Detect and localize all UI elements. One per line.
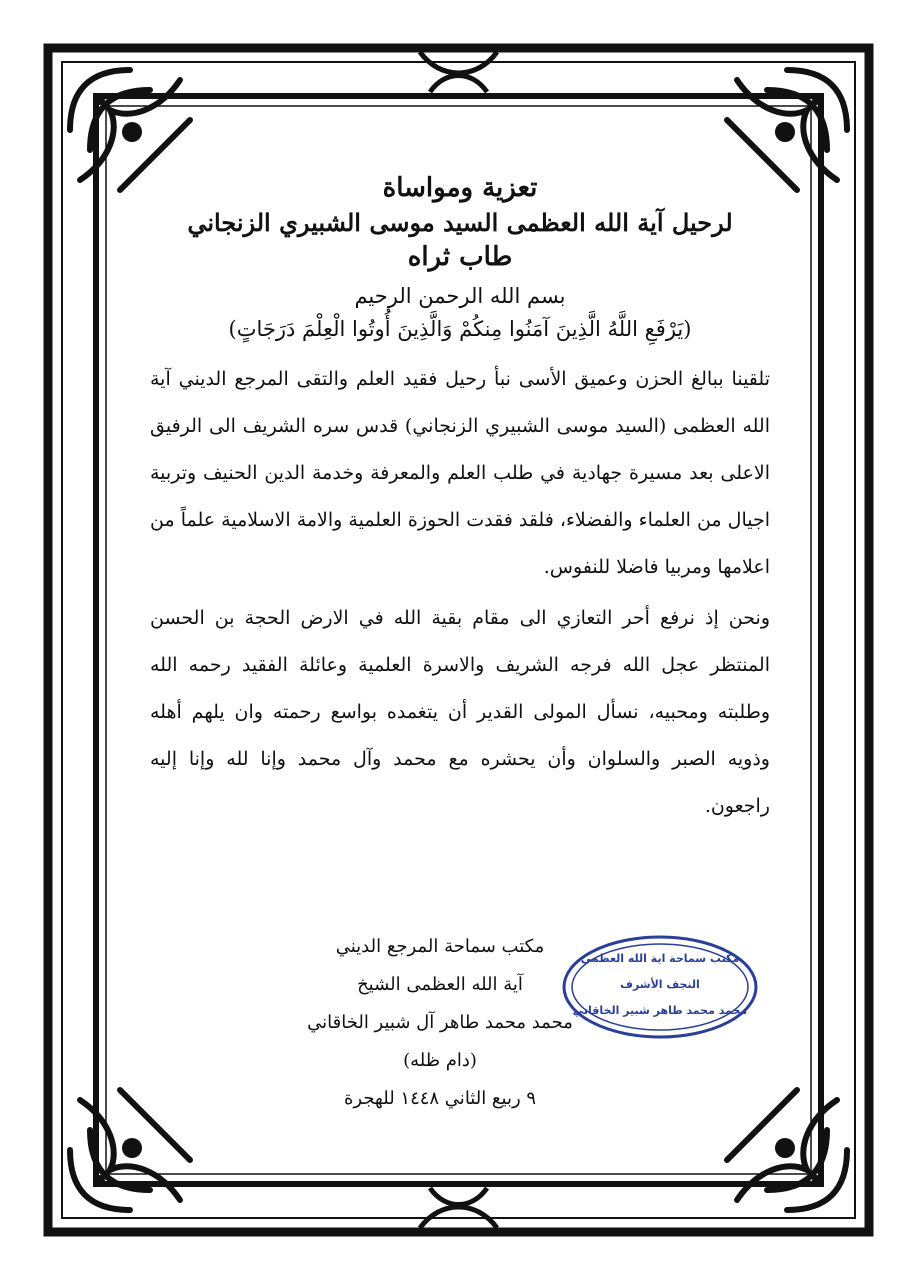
quran-verse: (يَرْفَعِ اللَّهُ الَّذِينَ آمَنُوا مِنكُمْ وَالَّذِينَ أُوتُوا الْعِلْمَ دَرَجَاتٍ) bbox=[228, 317, 692, 341]
letter-subtitle-honorific: طاب ثراه bbox=[407, 242, 513, 272]
signature-date: ٩ ربيع الثاني ١٤٤٨ للهجرة bbox=[343, 1088, 537, 1109]
signature-office: مكتب سماحة المرجع الديني bbox=[335, 936, 545, 957]
mid-ornament-bottom bbox=[420, 1188, 497, 1228]
signature-rank: آية الله العظمى الشيخ bbox=[357, 974, 523, 995]
letter-title: تعزية ومواساة bbox=[382, 173, 538, 203]
signature-name: محمد محمد طاهر آل شبير الخاقاني (دام ظله) bbox=[307, 1012, 573, 1071]
official-stamp bbox=[560, 932, 760, 1042]
stamp-line-3: محمد محمد طاهر شبير الخاقاني bbox=[572, 1004, 748, 1017]
letter-subtitle: لرحيل آية الله العظمى السيد موسى الشبيري الزنجاني bbox=[187, 208, 733, 237]
body-paragraph-2: ونحن إذ نرفع أحر التعازي الى مقام بقية الله في الارض الحجة بن الحسن المنتظر عجل الله فرجه الشريف والاسرة العلمية وعائلة الفقيد رحمه الله وطلبته ومحبيه، نسأل المولى القدير أن يتغمده بواسع رحمته وان يلهم أهله وذويه الصبر والسلوان وأن يحشره مع محمد وآل محمد وإنا لله وإنا إليه راجعون. bbox=[150, 607, 770, 817]
letter-content bbox=[150, 170, 770, 830]
stamp-line-2: النجف الأشرف bbox=[620, 978, 700, 991]
corner-ornament-bottom-left bbox=[70, 1090, 190, 1210]
body-paragraph-1: تلقينا ببالغ الحزن وعميق الأسى نبأ رحيل فقيد العلم والتقى المرجع الديني آية الله العظمى (السيد موسى الشبيري الزنجاني) قدس سره الشريف الى الرفيق الاعلى بعد مسيرة جهادية في طلب العلم والمعرفة وخدمة الدين الحنيف وتربية اجيال من العلماء والفضلاء، فلقد فقدت الحوزة العلمية والامة الاسلامية علماً من اعلامها ومربيا فاضلا للنفوس. bbox=[150, 368, 770, 578]
corner-ornament-bottom-right bbox=[727, 1090, 847, 1210]
basmala: بسم الله الرحمن الرحيم bbox=[354, 284, 566, 308]
stamp-line-1: مكتب سماحة اية الله العظمى bbox=[580, 952, 740, 965]
signature-block bbox=[290, 928, 590, 1118]
mid-ornament-top bbox=[420, 52, 497, 92]
